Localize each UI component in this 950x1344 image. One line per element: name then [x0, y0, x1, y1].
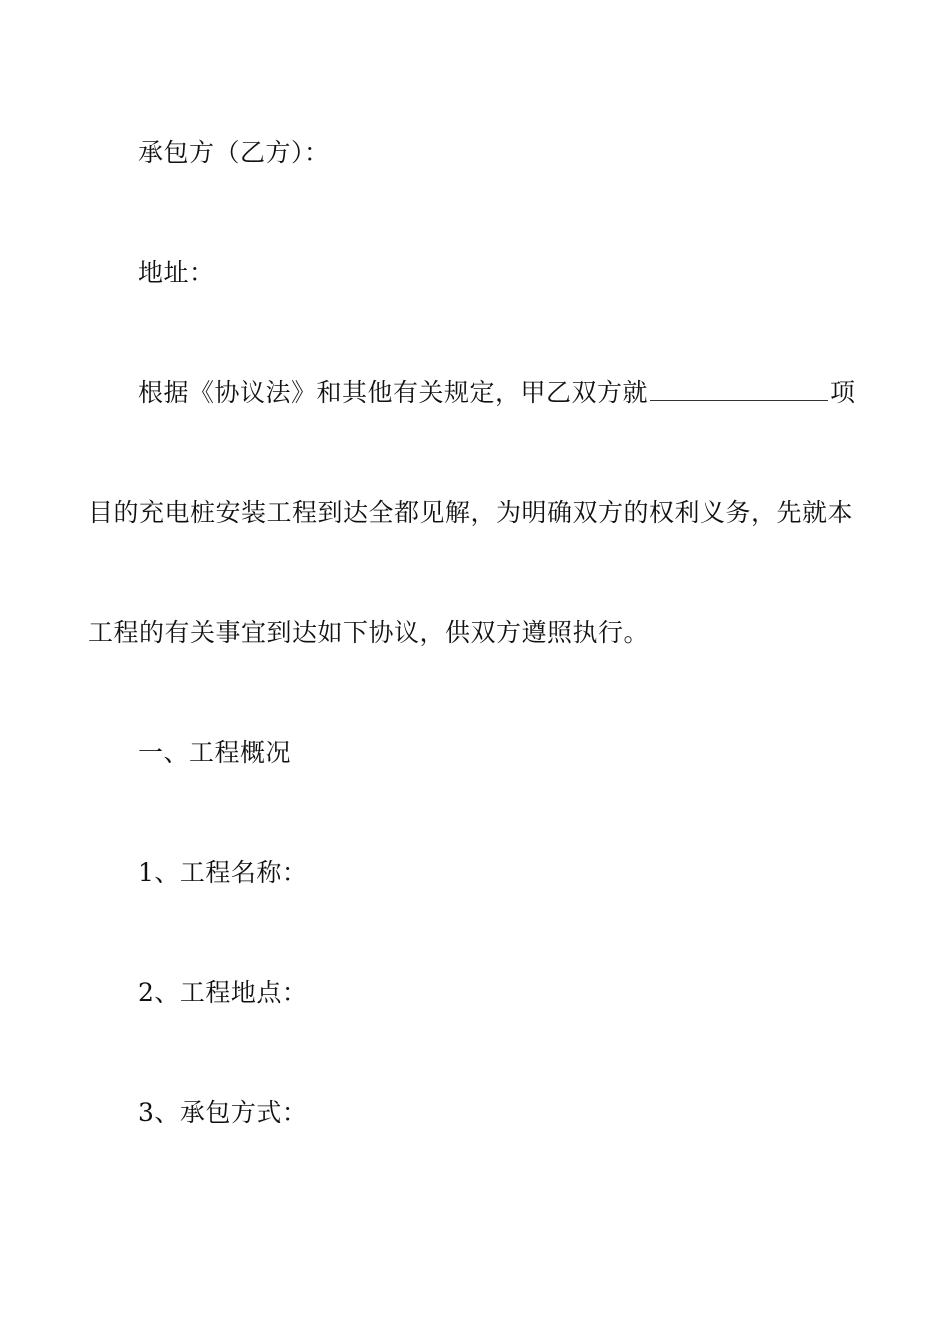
intro-text-before-blank: 根据《协议法》和其他有关规定，甲乙双方就	[138, 378, 649, 407]
item-project-location: 2、工程地点：	[138, 978, 308, 1007]
section-heading: 一、工程概况	[138, 738, 292, 767]
item-project-name: 1、工程名称：	[138, 858, 308, 887]
intro-text-after-blank: 项	[830, 378, 856, 407]
intro-line-1	[138, 378, 856, 408]
intro-line-3: 工程的有关事宜到达如下协议，供双方遵照执行。	[88, 618, 650, 647]
project-name-blank	[650, 382, 828, 401]
address-label: 地址：	[138, 258, 215, 287]
intro-line-2: 目的充电桩安装工程到达全都见解，为明确双方的权利义务，先就本	[88, 498, 854, 527]
contractor-label: 承包方（乙方）：	[138, 138, 330, 167]
item-contract-method: 3、承包方式：	[138, 1098, 308, 1127]
